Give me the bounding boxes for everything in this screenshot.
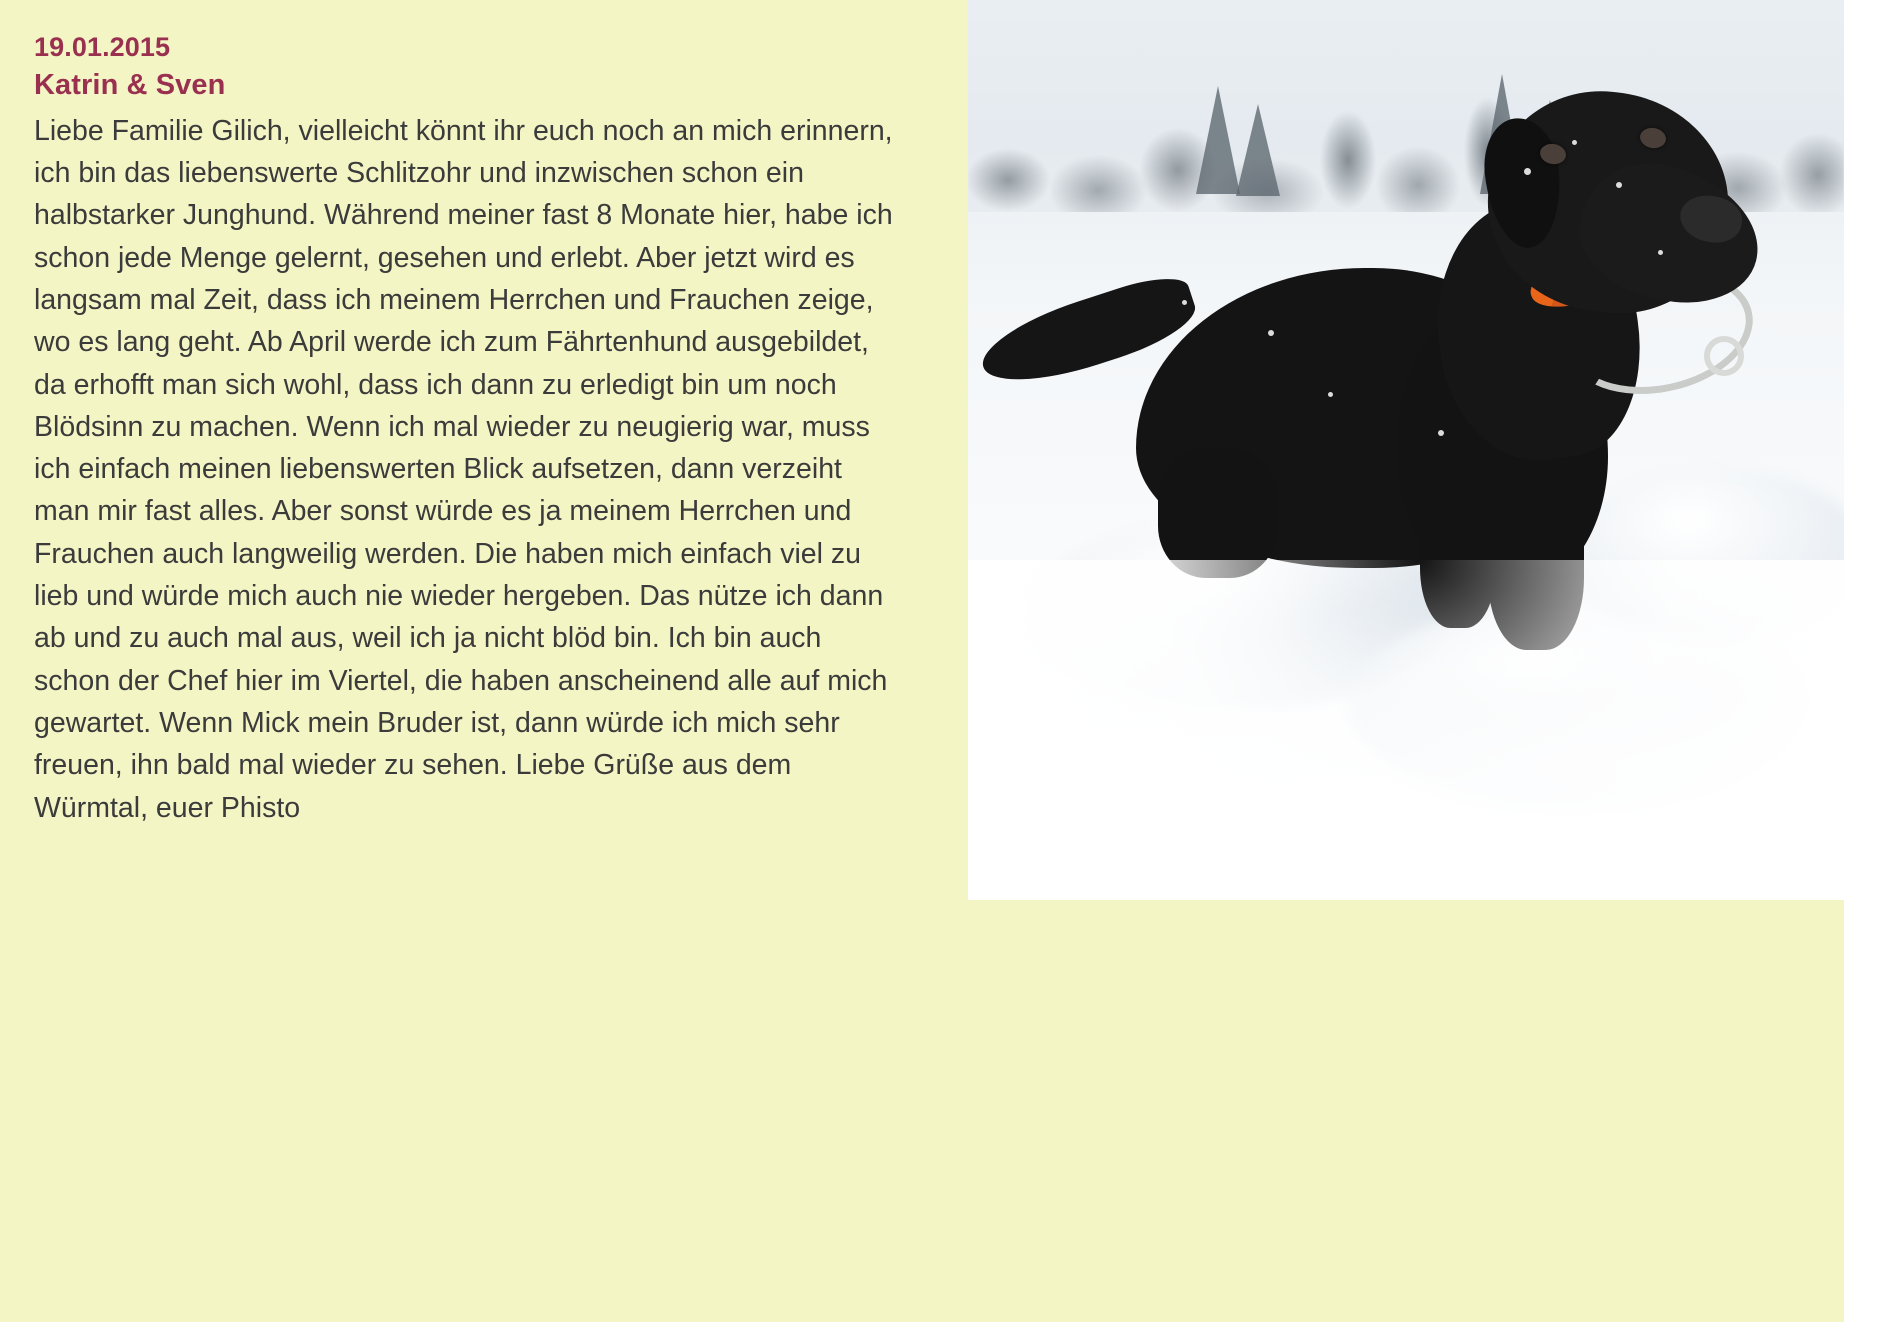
leash-ring-icon [1704,336,1744,376]
foreground-snow [968,560,1844,900]
testimonial-text-column [34,30,924,829]
entry-body-text: Liebe Familie Gilich, vielleicht könnt ihr euch noch an mich erinnern, ich bin das liebenswerte Schlitzohr und inzwischen schon ein halbstarker Junghund. Während meiner fast 8 Monate hier, habe ich schon jede Menge gelernt, gesehen und erlebt. Aber jetzt wird es langsam mal Zeit, dass ich meinem Herrchen und Frauchen zeige, wo es lang geht. Ab April werde ich zum Fährtenhund ausgebildet, da erhofft man sich wohl, dass ich dann zu erledigt bin um noch Blödsinn zu machen. Wenn ich mal wieder zu neugierig war, muss ich einfach meinen liebenswerten Blick aufsetzen, dann verzeiht man mir fast alles. Aber sonst würde es ja meinem Herrchen und Frauchen auch langweilig werden. Die haben mich einfach viel zu lieb und würde mich auch nie wieder hergeben. Das nütze ich dann ab und zu auch mal aus, weil ich ja nicht blöd bin. Ich bin auch schon der Chef hier im Viertel, die haben anscheinend alle auf mich gewartet. Wenn Mick mein Bruder ist, dann würde ich mich sehr freuen, ihn bald mal wieder zu sehen. Liebe Grüße aus dem Würmtal, euer Phisto [34,114,901,824]
snow-fleck [1572,140,1577,145]
snow-fleck [1438,430,1444,436]
snow-fleck [1616,182,1622,188]
photo-canvas [968,0,1844,900]
dog-rear-leg [1158,448,1278,578]
entry-author: Katrin & Sven [34,68,226,101]
snow-fleck [1328,392,1333,397]
testimonial-photo [968,0,1844,900]
snow-fleck [1268,330,1274,336]
snow-fleck [1182,300,1187,305]
snow-fleck [1658,250,1663,255]
entry-date: 19.01.2015 [34,32,171,62]
snow-fleck [1524,168,1531,175]
